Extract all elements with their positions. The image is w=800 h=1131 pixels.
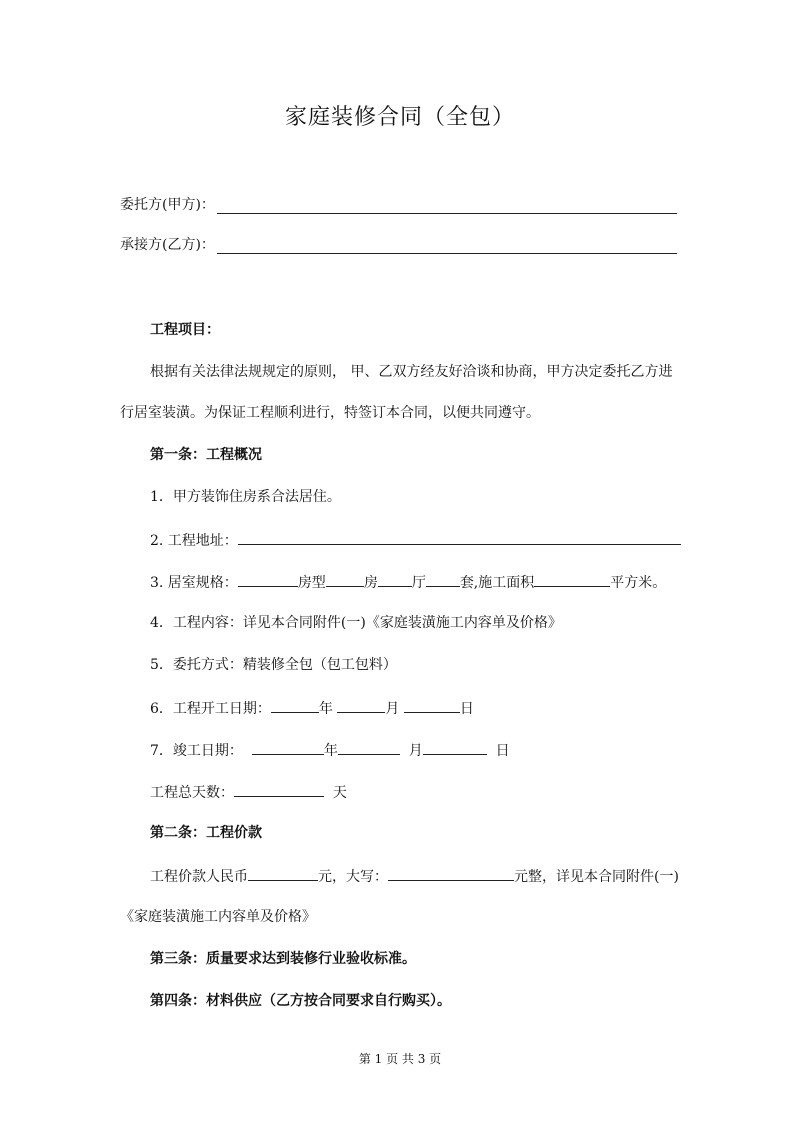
start-month-blank	[337, 697, 385, 713]
total-days-unit: 天	[332, 785, 347, 801]
price-number-blank	[248, 865, 318, 881]
price-t1: 工程价款人民币	[150, 869, 248, 885]
item-4: 4．工程内容：详见本合同附件(一)《家庭装潢施工内容单及价格》	[150, 615, 562, 631]
party-a-label: 委托方(甲方)：	[120, 197, 215, 213]
end-year-blank	[252, 739, 324, 755]
item-7-label: 7．竣工日期：	[150, 743, 243, 759]
item-1: 1．甲方装饰住房系合法居住。	[150, 489, 341, 505]
item-2	[150, 529, 681, 551]
item-7-year: 年	[323, 743, 338, 759]
item-3-label: 3. 居室规格：	[150, 575, 238, 591]
item-6-day: 日	[459, 701, 474, 717]
party-b-blank	[217, 239, 677, 254]
party-a-row	[120, 194, 677, 214]
party-a-blank	[217, 199, 677, 214]
total-days-blank	[234, 781, 324, 797]
document-title: 家庭装修合同（全包）	[284, 105, 515, 130]
price-t2: 元，大写：	[318, 869, 388, 885]
area-blank	[534, 571, 610, 587]
start-day-blank	[404, 697, 460, 713]
article-3-heading: 第三条：质量要求达到装修行业验收标准。	[150, 951, 416, 967]
house-type-blank	[238, 571, 298, 587]
price-line-2: 《家庭装潢施工内容单及价格》	[120, 909, 316, 925]
total-days-label: 工程总天数：	[150, 785, 234, 801]
item-6-month: 月	[385, 701, 400, 717]
article-4-heading: 第四条：材料供应（乙方按合同要求自行购买）。	[150, 993, 451, 1009]
item-6-label: 6．工程开工日期：	[150, 701, 271, 717]
total-days	[150, 781, 347, 803]
item-3	[150, 571, 666, 593]
item-7	[150, 739, 510, 761]
item-3-t3: 厅	[411, 575, 426, 591]
article-1-heading: 第一条：工程概况	[150, 447, 262, 463]
price-line-1	[150, 865, 679, 887]
item-6-year: 年	[318, 701, 333, 717]
price-words-blank	[388, 865, 514, 881]
item-3-t5: 平方米。	[610, 575, 667, 591]
end-day-blank	[423, 739, 487, 755]
article-2-heading: 第二条：工程价款	[150, 825, 262, 841]
item-3-t2: 房	[363, 575, 378, 591]
intro-line-1: 根据有关法律法规规定的原则， 甲、乙双方经友好洽谈和协商，甲方决定委托乙方进	[150, 364, 673, 380]
project-heading: 工程项目：	[150, 322, 220, 338]
address-blank	[238, 529, 681, 545]
page-footer: 第 1 页 共 3 页	[358, 1052, 442, 1066]
start-year-blank	[271, 697, 319, 713]
item-7-month: 月	[408, 743, 423, 759]
item-2-label: 2. 工程地址：	[150, 533, 238, 549]
item-3-t1: 房型	[297, 575, 326, 591]
party-b-row	[120, 234, 677, 254]
units-blank	[426, 571, 460, 587]
item-3-t4: 套,施工面积	[459, 575, 535, 591]
party-b-label: 承接方(乙方)：	[120, 237, 215, 253]
intro-line-2: 行居室装潢。为保证工程顺利进行，特签订本合同，以便共同遵守。	[120, 405, 540, 421]
item-5: 5．委托方式：精装修全包（包工包料）	[150, 657, 397, 673]
rooms-blank	[326, 571, 364, 587]
price-t3: 元整，详见本合同附件(一)	[514, 869, 679, 885]
end-month-blank	[338, 739, 400, 755]
item-7-day: 日	[495, 743, 510, 759]
item-6	[150, 697, 474, 719]
halls-blank	[378, 571, 412, 587]
